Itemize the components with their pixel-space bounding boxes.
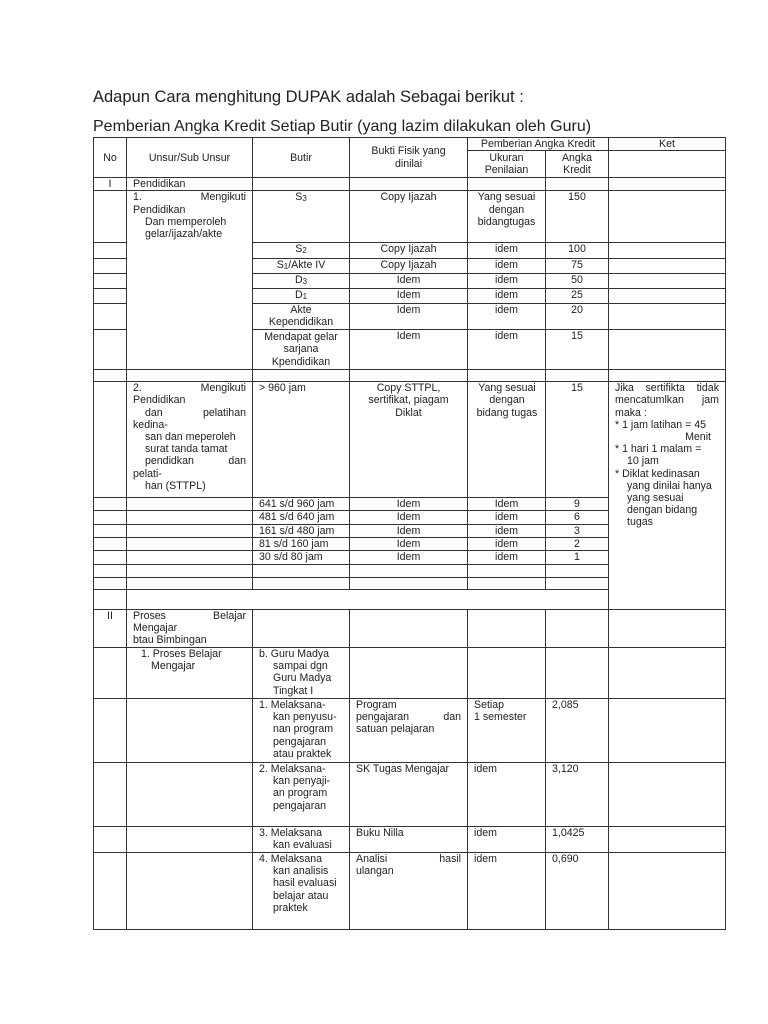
angka-cell: 3,120 (546, 763, 609, 827)
table-row (94, 853, 726, 930)
ket-line: * 1 hari 1 malam = (615, 443, 702, 456)
ket-line: 10 jam (627, 455, 659, 468)
angka-cell: 9 (546, 498, 609, 511)
ukuran-cell: idem (468, 330, 546, 370)
unsur-line: Pendidikan (133, 394, 186, 407)
unsur-num: 2. (133, 382, 142, 395)
bukti-word: pengajaran (356, 711, 410, 724)
butir-cell (253, 827, 350, 853)
unsur-word: Mengikuti (200, 191, 246, 204)
ket-word: Jika (615, 382, 634, 395)
butir-sub: 1 (283, 261, 289, 271)
bukti-cell: Idem (350, 289, 468, 304)
butir-cell (253, 763, 350, 827)
ukuran-cell: idem (468, 243, 546, 258)
butir-cell (253, 304, 350, 330)
bukti-word: Analisi (356, 853, 388, 866)
butir-cell (253, 853, 350, 930)
header-ket: Ket (609, 138, 726, 151)
unsur-word: pendidkan (145, 455, 194, 468)
butir-line: an program (273, 787, 328, 800)
butir-cell (253, 273, 350, 288)
bukti-line: Program (356, 699, 397, 712)
ukuran-cell: idem (468, 551, 546, 565)
angka-cell: 1,0425 (546, 827, 609, 853)
butir-text: S (276, 258, 284, 271)
bukti-cell: Idem (350, 524, 468, 537)
ukuran-cell: idem (468, 763, 546, 827)
ukuran-cell: Yang sesuai dengan bidangtugas (468, 191, 546, 243)
unsur-word: dan (228, 455, 246, 468)
butir-text: D (294, 289, 303, 302)
ukuran-line: 1 semester (474, 711, 527, 724)
bukti-cell: Idem (350, 498, 468, 511)
angka-cell: 50 (546, 273, 609, 288)
ukuran-cell: Idem (468, 498, 546, 511)
unsur-line: Dan memperoleh (145, 215, 227, 228)
butir-line: kan evaluasi (273, 839, 332, 852)
ket-word: sertifikta (645, 382, 685, 395)
butir-cell: 161 s/d 480 jam (253, 524, 350, 537)
ket-line: * Diklat kedinasan (615, 467, 700, 480)
ukuran-cell: idem (468, 273, 546, 288)
unsur-cell (127, 382, 253, 498)
angka-cell: 2,085 (546, 699, 609, 763)
butir-cell (253, 330, 350, 370)
bukti-text: Copy STTPL, sertifikat, piagam Diklat (368, 382, 449, 419)
bukti-cell: Idem (350, 511, 468, 524)
bukti-line: satuan pelajaran (356, 723, 435, 736)
bukti-line: ulangan (356, 865, 394, 878)
angka-cell: 15 (546, 330, 609, 370)
header-bukti (350, 138, 468, 178)
butir-cell: 30 s/d 80 jam (253, 551, 350, 565)
unsur-cell (127, 648, 253, 699)
butir-cell (253, 258, 350, 273)
header-ukuran-text: Ukuran Penilaian (484, 152, 529, 177)
ket-line: yang dinilai hanya (627, 479, 712, 492)
bukti-cell: SK Tugas Mengajar (350, 763, 468, 827)
ukuran-cell: idem (468, 524, 546, 537)
ukuran-cell: idem (468, 304, 546, 330)
butir-line: pengajaran (273, 735, 327, 748)
header-bukti-text: Bukti Fisik yang dinilai (371, 145, 446, 170)
butir-cell: 641 s/d 960 jam (253, 498, 350, 511)
table-row (94, 382, 726, 498)
butir-line: sampai dgn (273, 660, 328, 673)
ukuran-cell: idem (468, 511, 546, 524)
table-row (94, 610, 726, 648)
table-row (94, 370, 726, 382)
angka-cell: 150 (546, 191, 609, 243)
butir-line: belajar atau (273, 889, 329, 902)
section-no: II (94, 610, 127, 648)
section-word: Belajar (213, 610, 246, 623)
unsur-line: Pendidikan (133, 203, 186, 216)
section-line: btau Bimbingan (133, 634, 207, 647)
bukti-cell: Idem (350, 537, 468, 550)
butir-text: Akte Kependidikan (268, 304, 334, 329)
ket-line: Menit (685, 431, 711, 444)
ket-line: yang sesuai (627, 492, 684, 505)
ket-word: jam (701, 394, 719, 407)
butir-line: 2. Melaksana- (259, 763, 326, 776)
header-butir: Butir (253, 138, 350, 178)
angka-cell: 75 (546, 258, 609, 273)
unsur-cell (127, 191, 253, 370)
butir-sub: 3 (302, 194, 307, 204)
section-word: Proses (133, 610, 166, 623)
ket-cell (609, 382, 726, 610)
butir-line: Tingkat I (273, 684, 314, 697)
header-ukuran (468, 151, 546, 178)
ukuran-cell (468, 699, 546, 763)
bukti-cell (350, 699, 468, 763)
header-row (94, 138, 726, 151)
angka-cell: 6 (546, 511, 609, 524)
table-row (94, 178, 726, 191)
unsur-word: Mengikuti (200, 382, 246, 395)
bukti-cell (350, 853, 468, 930)
header-unsur: Unsur/Sub Unsur (127, 138, 253, 178)
angka-cell: 15 (546, 382, 609, 498)
ukuran-cell: idem (468, 289, 546, 304)
unsur-line: gelar/ijazah/akte (145, 228, 223, 241)
ket-word: tidak (696, 382, 719, 395)
angka-cell: 3 (546, 524, 609, 537)
header-angka-text: Angka Kredit (561, 152, 593, 177)
bukti-cell (350, 382, 468, 498)
butir-line: 1. Melaksana- (259, 699, 326, 712)
angka-cell: 20 (546, 304, 609, 330)
bukti-cell: Idem (350, 551, 468, 565)
intro-text: Adapun Cara menghitung DUPAK adalah Sebagai berikut : (93, 88, 524, 106)
bukti-cell: Idem (350, 273, 468, 288)
unsur-line: Mengajar (151, 660, 196, 673)
credit-table (93, 137, 726, 930)
bukti-word: hasil (439, 853, 461, 866)
header-no: No (94, 138, 127, 178)
butir-line: nan program (273, 723, 334, 736)
header-angka (546, 151, 609, 178)
butir-sub: 2 (302, 246, 307, 256)
unsur-line: pelati- (133, 467, 162, 480)
butir-text: S (295, 243, 303, 256)
unsur-line: san dan meperoleh (145, 431, 236, 444)
butir-line: 3. Melaksana (259, 827, 323, 840)
butir-sub: 3 (302, 276, 308, 286)
table-row (94, 763, 726, 827)
butir-cell (253, 699, 350, 763)
ukuran-text: Yang sesuai dengan bidang tugas (476, 382, 538, 419)
butir-suffix: /Akte IV (288, 258, 326, 271)
bukti-cell: Buku Nilla (350, 827, 468, 853)
bukti-cell: Idem (350, 304, 468, 330)
butir-cell: > 960 jam (253, 382, 350, 498)
unsur-word: dan (145, 406, 163, 419)
ukuran-cell (468, 382, 546, 498)
ket-line: dengan bidang (627, 504, 698, 517)
bukti-cell: Copy Ijazah (350, 243, 468, 258)
bukti-cell: Idem (350, 330, 468, 370)
bukti-word: dan (443, 711, 461, 724)
butir-cell: 481 s/d 640 jam (253, 511, 350, 524)
bukti-cell: Copy Ijazah (350, 258, 468, 273)
section-line: Mengajar (133, 622, 178, 635)
table-title: Pemberian Angka Kredit Setiap Butir (yang lazim dilakukan oleh Guru) (93, 118, 592, 135)
section-title-cell (127, 610, 253, 648)
butir-line: praktek (273, 901, 308, 914)
table-row (94, 191, 726, 243)
butir-cell (253, 191, 350, 243)
angka-cell: 25 (546, 289, 609, 304)
bukti-cell: Copy Ijazah (350, 191, 468, 243)
angka-cell: 100 (546, 243, 609, 258)
unsur-word: pelatihan (202, 406, 246, 419)
section-title: Pendidikan (127, 178, 253, 191)
butir-line: kan analisis (273, 865, 329, 878)
butir-line: atau praktek (273, 747, 332, 760)
table-row (94, 699, 726, 763)
unsur-num: 1. (133, 191, 142, 204)
unsur-line: han (STTPL) (145, 479, 206, 492)
butir-text: D (294, 273, 303, 286)
butir-line: pengajaran (273, 799, 327, 812)
angka-cell: 2 (546, 537, 609, 550)
butir-text: S (295, 191, 303, 204)
unsur-line: 1. Proses Belajar (141, 648, 222, 661)
ukuran-cell: idem (468, 853, 546, 930)
angka-cell: 0,690 (546, 853, 609, 930)
butir-line: Guru Madya (273, 672, 332, 685)
section-no: I (94, 178, 127, 191)
butir-line: kan penyaji- (273, 775, 331, 788)
ket-line: maka : (615, 406, 647, 419)
butir-cell: 81 s/d 160 jam (253, 537, 350, 550)
ukuran-line: Setiap (474, 699, 505, 712)
butir-line: hasil evaluasi (273, 877, 337, 890)
butir-sub: 1 (302, 292, 308, 302)
ket-word: mencatumlkan (615, 394, 684, 407)
butir-text: Mendapat gelar sarjana Kpendidikan (264, 331, 338, 368)
butir-cell (253, 289, 350, 304)
butir-line: b. Guru Madya (259, 648, 330, 661)
ukuran-cell: idem (468, 537, 546, 550)
header-ket-blank (609, 151, 726, 178)
butir-line: 4. Melaksana (259, 853, 323, 866)
ukuran-cell: idem (468, 258, 546, 273)
unsur-line: surat tanda tamat (145, 443, 228, 456)
table-row (94, 648, 726, 699)
unsur-line: kedina- (133, 418, 168, 431)
butir-line: kan penyusu- (273, 711, 337, 724)
butir-cell (253, 243, 350, 258)
ukuran-cell: idem (468, 827, 546, 853)
ket-line: tugas (627, 516, 653, 529)
butir-cell (253, 648, 350, 699)
angka-cell: 1 (546, 551, 609, 565)
header-pemberian: Pemberian Angka Kredit (468, 138, 609, 151)
table-row (94, 827, 726, 853)
ket-line: * 1 jam latihan = 45 (615, 418, 706, 431)
